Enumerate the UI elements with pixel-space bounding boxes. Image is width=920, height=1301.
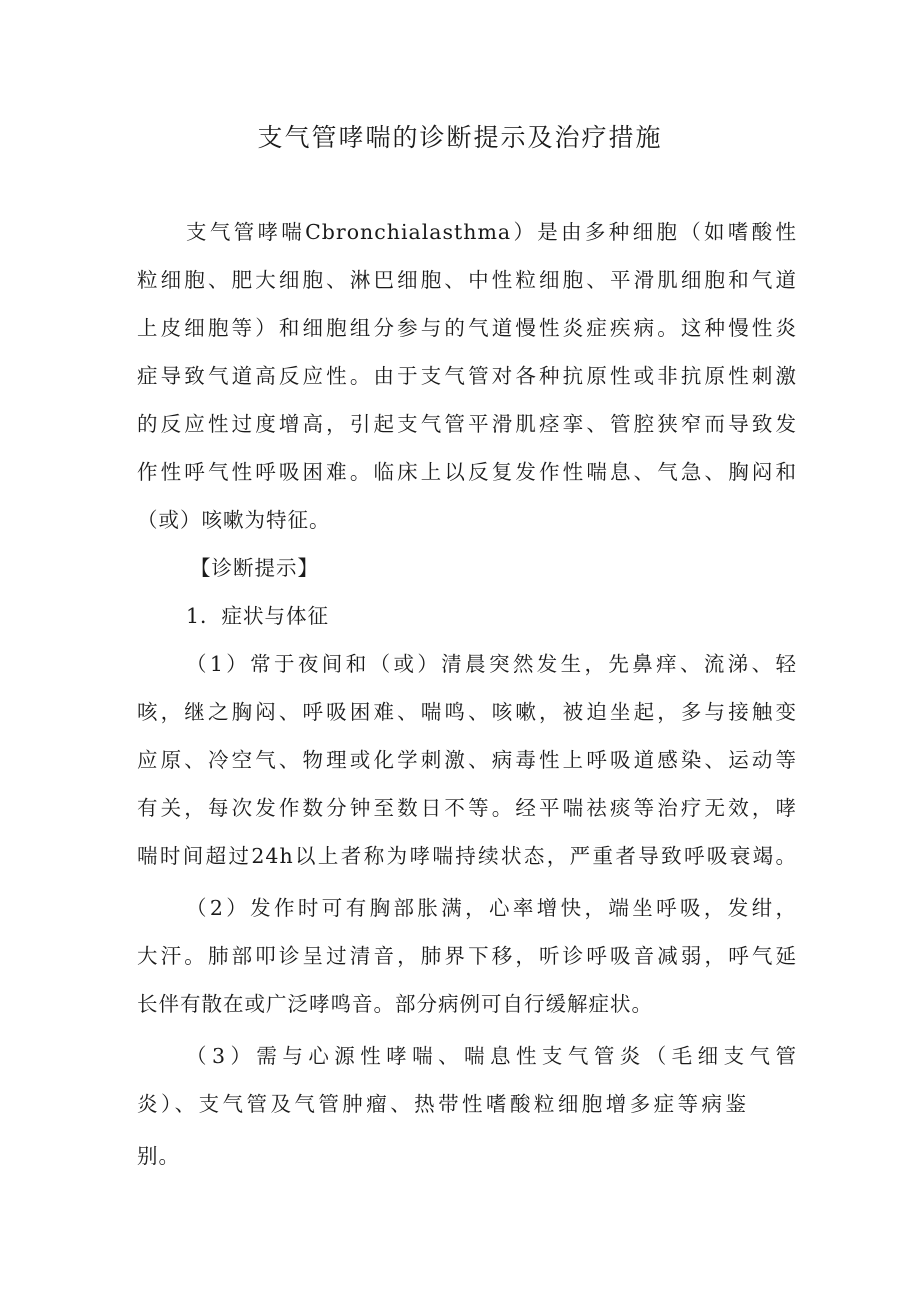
item2-line: （2）发作时可有胸部胀满，心率增快，端坐呼吸，发绀，	[186, 896, 797, 920]
intro-line: 支气管哮喘Cbronchialasthma）是由多种细胞（如嗜酸性	[186, 220, 797, 244]
intro-line: 症导致气道高反应性。由于支气管对各种抗原性或非抗原性刺激	[137, 364, 797, 388]
item1-line: 咳，继之胸闷、呼吸困难、喘鸣、咳嗽，被迫坐起，多与接触变	[137, 700, 797, 724]
document-title: 支气管哮喘的诊断提示及治疗措施	[257, 123, 663, 152]
item3-line: 炎）、支气管及气管肿瘤、热带性嗜酸粒细胞增多症等病鉴	[137, 1092, 747, 1116]
item1-line: 应原、冷空气、物理或化学刺激、病毒性上呼吸道感染、运动等	[137, 748, 797, 772]
intro-line: （或）咳嗽为特征。	[137, 508, 331, 532]
item3-line: 别。	[137, 1144, 180, 1168]
section-heading: 【诊断提示】	[190, 556, 319, 580]
item1-line: 有关，每次发作数分钟至数日不等。经平喘祛痰等治疗无效，哮	[137, 796, 797, 820]
item1-line: 喘时间超过24h以上者称为哮喘持续状态，严重者导致呼吸衰竭。	[137, 844, 797, 868]
intro-line: 粒细胞、肥大细胞、淋巴细胞、中性粒细胞、平滑肌细胞和气道	[137, 268, 797, 292]
intro-line: 上皮细胞等）和细胞组分参与的气道慢性炎症疾病。这种慢性炎	[137, 316, 797, 340]
item1-line: （1）常于夜间和（或）清晨突然发生，先鼻痒、流涕、轻	[186, 652, 797, 676]
subsection-heading: 1．症状与体征	[186, 604, 330, 628]
intro-line: 作性呼气性呼吸困难。临床上以反复发作性喘息、气急、胸闷和	[137, 460, 797, 484]
item2-line: 大汗。肺部叩诊呈过清音，肺界下移，听诊呼吸音减弱，呼气延	[137, 944, 797, 968]
item3-line: （3）需与心源性哮喘、喘息性支气管炎（毛细支气管	[186, 1044, 797, 1068]
intro-line: 的反应性过度增高，引起支气管平滑肌痉挛、管腔狭窄而导致发	[137, 412, 797, 436]
item2-line: 长伴有散在或广泛哮鸣音。部分病例可自行缓解症状。	[137, 992, 653, 1016]
